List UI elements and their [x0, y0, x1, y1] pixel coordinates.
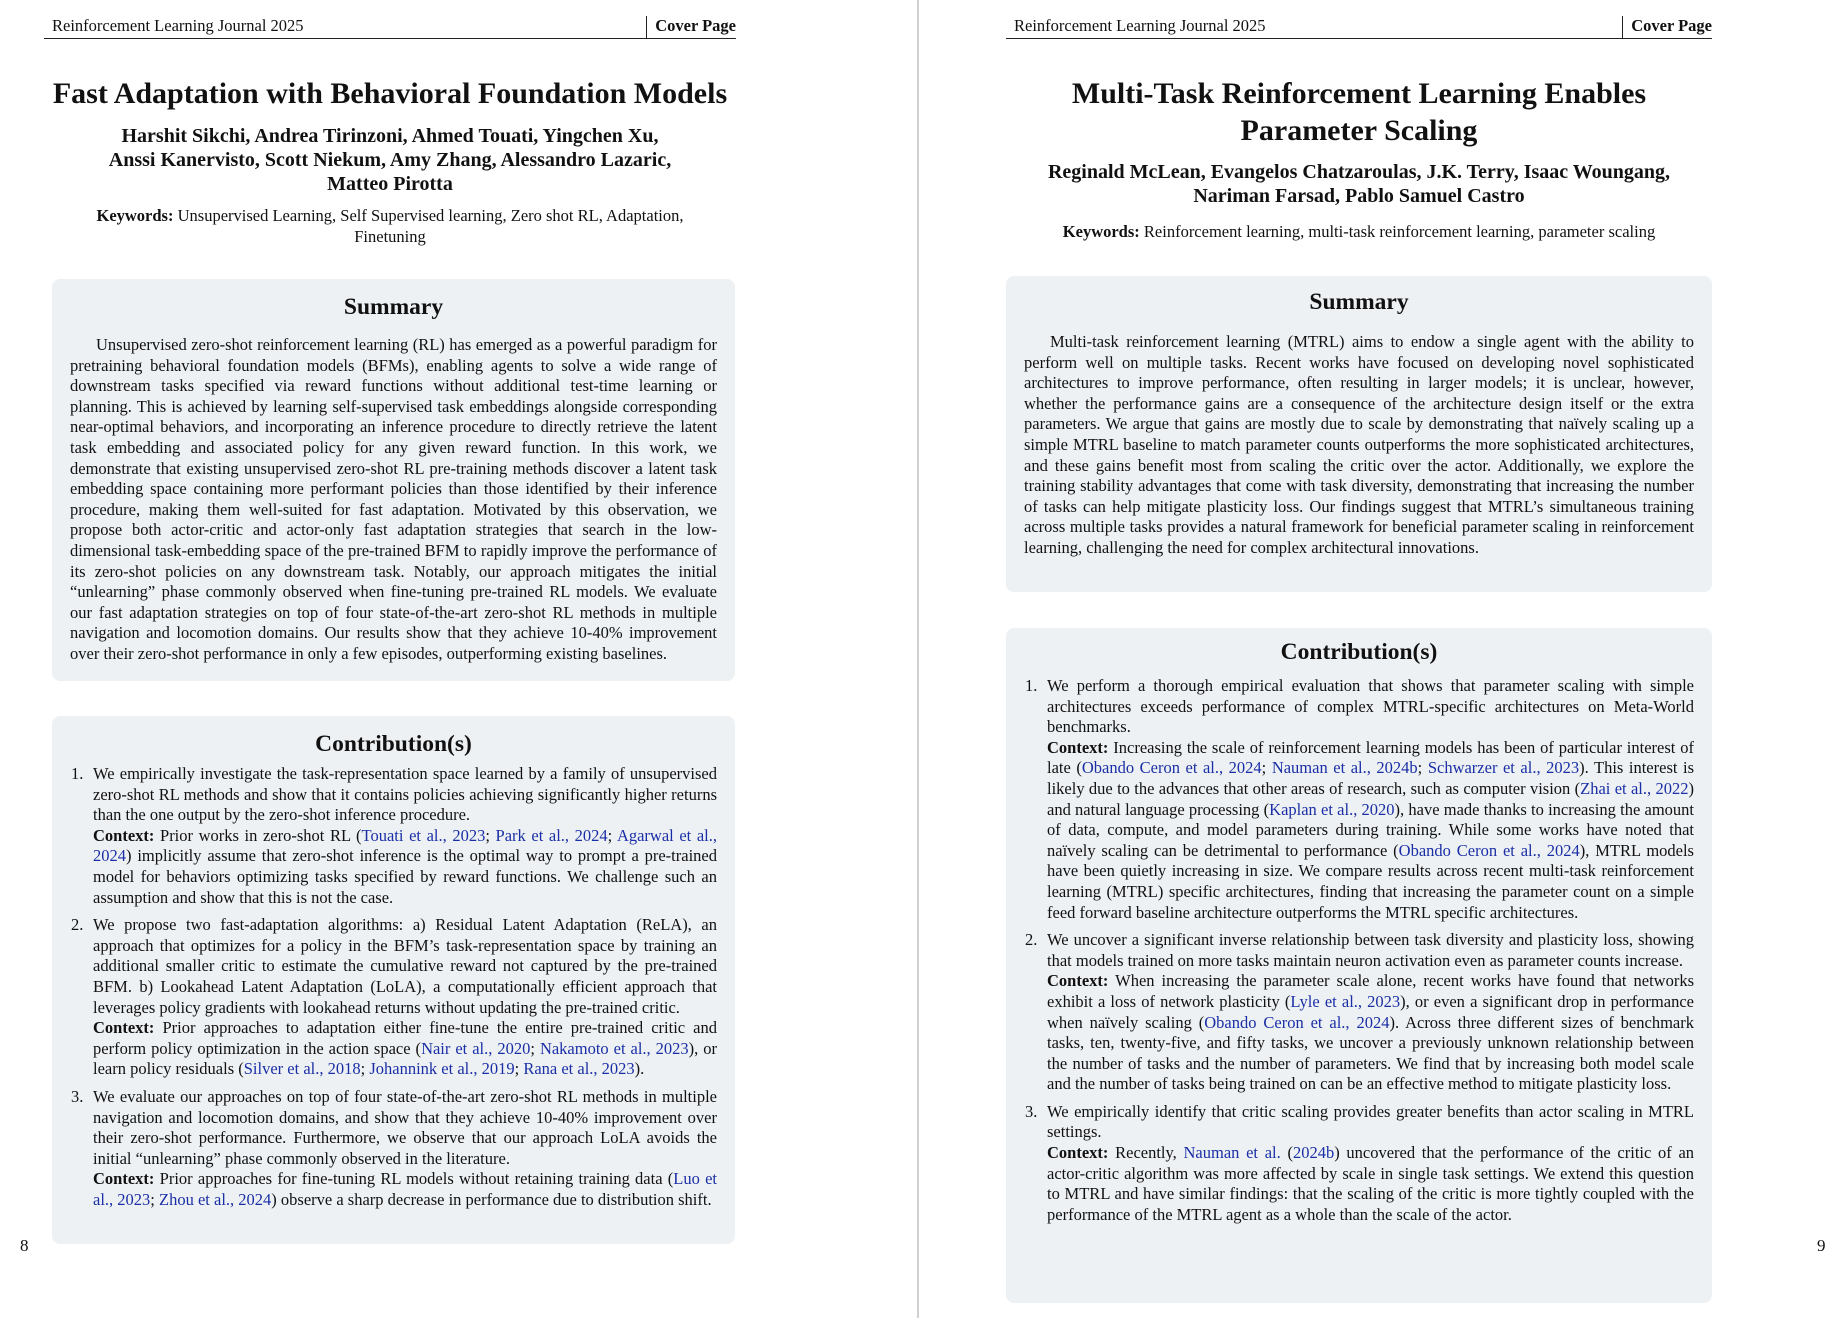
contributions-box: [1006, 628, 1712, 1303]
contribution-context: [93, 1169, 717, 1210]
contribution-item: [71, 1087, 717, 1211]
context-text: When increasing the parameter scale alone, recent works have found that networks exhibit a loss of network plasticity (: [1047, 971, 1695, 1011]
contribution-text: We perform a thorough empirical evaluation that shows that parameter scaling with simple architectures exceeds performance of complex MTRL-specific architectures on Meta-World benchmarks.: [1047, 676, 1694, 737]
paper-title: Fast Adaptation with Behavioral Foundation Models: [52, 77, 728, 110]
citation-link[interactable]: Johannink et al., 2019: [369, 1059, 515, 1079]
page-number: 8: [20, 1236, 29, 1255]
context-label: Context:: [93, 1018, 155, 1038]
authors: [1006, 160, 1712, 208]
contribution-number: 3.: [1025, 1101, 1038, 1121]
contribution-text: We evaluate our approaches on top of four state-of-the-art zero-shot RL methods in multiple navigation and locomotion domains, and show that they achieve 10-40% improvement over their zero-shot performance. Furthermore, we observe that our approach LoLA avoids the initial “unlearning” phase commonly observed in the literature.: [93, 1086, 717, 1168]
citation-link[interactable]: Agarwal et al., 2024: [93, 825, 718, 866]
context-label: Context:: [93, 825, 155, 845]
paper-title: [1006, 75, 1712, 149]
citation-link[interactable]: Rana et al., 2023: [523, 1059, 635, 1079]
contribution-item: [1025, 930, 1694, 1095]
summary-text: Multi-task reinforcement learning (MTRL) aims to endow a single agent with the ability to perform well on multiple tasks. Recent works have focused on developing novel sophisticated architectures to improve performance, often resulting in larger models; it is unclear, however, whether the performance gains are a consequence of the architecture design itself or the extra parameters. We argue that gains are mostly due to scale by demonstrating that naïvely scaling up a simple MTRL baseline to match parameter counts outperforms the more sophisticated architectures, and these gains benefit most from scaling the critic over the actor. Additionally, we explore the training stability advantages that come with task diversity, demonstrating that increasing the number of tasks can help mitigate plasticity loss. Our findings suggest that MTRL’s simultaneous training across multiple tasks provides a natural framework for beneficial parameter scaling in reinforcement learning, challenging the need for complex architectural innovations.: [1024, 332, 1694, 557]
context-text: Prior approaches for fine-tuning RL models without retaining training data (: [159, 1169, 674, 1189]
authors-line: Nariman Farsad, Pablo Samuel Castro: [1193, 185, 1525, 207]
context-text: Recently,: [1115, 1143, 1184, 1163]
context-text: ) uncovered that the performance of the critic of an actor-critic algorithm was more affected by scale in single task settings. We extend this question to MTRL and have similar findings: that the scaling of the critic is more tightly coupled with the performance of the MTRL agent as a whole than the scale of the actor.: [1047, 1143, 1695, 1224]
keywords: [80, 205, 700, 247]
contributions-heading: Contribution(s): [315, 731, 472, 757]
authors-line: Anssi Kanervisto, Scott Niekum, Amy Zhang, Alessandro Lazaric,: [108, 149, 672, 171]
citation-link[interactable]: Silver et al., 2018: [243, 1059, 361, 1079]
contribution-number: 3.: [71, 1086, 84, 1106]
citation-link[interactable]: Zhai et al., 2022: [1580, 778, 1689, 798]
contribution-item: [71, 915, 717, 1080]
contribution-item: [71, 764, 717, 908]
contribution-text: We uncover a significant inverse relationship between task diversity and plasticity loss, showing that models trained on more tasks maintain neuron activation even as parameter counts increase.: [1047, 930, 1694, 970]
authors-line: Matteo Pirotta: [327, 173, 453, 195]
context-text: ;: [607, 825, 617, 845]
journal-name: Reinforcement Learning Journal 2025: [1014, 16, 1266, 35]
contribution-number: 1.: [71, 764, 84, 783]
context-text: ). Across three different sizes of benchmark tasks, ten, twenty-five, and fifty tasks, we uncover a previously unknown relationship between the number of tasks and the number of parameters. We find that by increasing both model scale and the number of tasks being trained on can be an effective method to mitigate plasticity loss.: [1047, 1012, 1694, 1094]
contributions-heading: Contribution(s): [1280, 639, 1438, 665]
authors-line: Reginald McLean, Evangelos Chatzaroulas, J.K. Terry, Isaac Woungang,: [1047, 161, 1671, 183]
citation-link[interactable]: Nair et al., 2020: [421, 1038, 531, 1058]
contribution-item: [1025, 1102, 1694, 1226]
contributions-box: [52, 716, 735, 1244]
context-label: Context:: [1047, 1143, 1109, 1163]
citation-link[interactable]: Park et al., 2024: [495, 825, 608, 845]
context-text: ), have made thanks to increasing the amount of data, compute, and model parameters during training. While some works have noted that naïvely scaling can be detrimental to performance (: [1047, 799, 1694, 860]
citation-link[interactable]: Nauman et al.: [1183, 1143, 1281, 1163]
contribution-number: 2.: [71, 915, 84, 935]
contribution-context: [93, 826, 717, 908]
journal-name: Reinforcement Learning Journal 2025: [52, 16, 304, 35]
context-text: ;: [150, 1189, 160, 1209]
keywords: [1006, 221, 1712, 242]
context-text: ), or even a significant drop in performance when naïvely scaling (: [1047, 991, 1694, 1032]
context-text: ).: [634, 1059, 645, 1079]
context-label: Context:: [1047, 737, 1109, 757]
context-text: ;: [360, 1059, 370, 1079]
context-text: Prior approaches to adaptation either fine-tune the entire pre-trained critic and perform policy optimization in the action space (: [93, 1018, 717, 1058]
context-text: ), MTRL models have been quietly increasing in size. We compare results across recent multi-task reinforcement learning (MTRL) specific architectures, finding that increasing the parameter count on a simple feed forward baseline architecture outperforms the MTRL specific architectures.: [1047, 840, 1694, 922]
keywords-label: Keywords:: [1062, 222, 1140, 241]
contribution-number: 1.: [1025, 676, 1038, 695]
contribution-item: [1025, 676, 1694, 923]
context-label: Context:: [1047, 971, 1109, 991]
contribution-text: We propose two fast-adaptation algorithms: a) Residual Latent Adaptation (ReLA), an approach that optimizes for a policy in the BFM’s task-representation space by training an additional smaller critic to estimate the cumulative reward not captured by the pre-trained BFM. b) Lookahead Latent Adaptation (LoLA), a computationally efficient approach that leverages policy gradients with lookahead returns without updating the pre-trained critic.: [93, 915, 717, 1017]
page-number: 9: [1817, 1236, 1826, 1255]
context-label: Context:: [93, 1169, 155, 1189]
context-text: ;: [1261, 758, 1272, 778]
citation-link[interactable]: Nauman et al., 2024b: [1271, 758, 1418, 778]
context-text: ;: [485, 825, 496, 845]
context-text: ). This interest is likely due to the advances that other areas of research, such as computer vision (: [1047, 758, 1694, 798]
context-text: ) observe a sharp decrease in performance due to distribution shift.: [271, 1189, 712, 1209]
context-text: ;: [1417, 758, 1428, 778]
contributions-list: [71, 764, 717, 1210]
citation-link[interactable]: Obando Ceron et al., 2024: [1081, 758, 1262, 778]
cover-page-label: Cover Page: [646, 16, 736, 38]
page-right: [919, 0, 1836, 1318]
contribution-context: [1047, 971, 1694, 1095]
citation-link[interactable]: Lyle et al., 2023: [1290, 991, 1401, 1011]
citation-link[interactable]: Nakamoto et al., 2023: [539, 1038, 689, 1058]
citation-link[interactable]: Zhou et al., 2024: [159, 1189, 272, 1209]
contribution-text: We empirically investigate the task-representation space learned by a family of unsupervised zero-shot RL methods and show that it contains policies achieving significantly higher returns than the one output by the zero-shot inference procedure.: [93, 764, 717, 825]
citation-link[interactable]: Touati et al., 2023: [361, 825, 486, 845]
summary-box: [52, 279, 735, 681]
context-text: ) and natural language processing (: [1047, 778, 1694, 819]
running-header: [1006, 16, 1712, 39]
keywords-text: Reinforcement learning, multi-task reinforcement learning, parameter scaling: [1143, 222, 1656, 241]
context-text: Prior works in zero-shot RL (: [160, 825, 362, 845]
page-left: [0, 0, 917, 1318]
title-line: Multi-Task Reinforcement Learning Enables: [1071, 77, 1647, 110]
contribution-context: [93, 1018, 717, 1080]
title-line: Parameter Scaling: [1240, 114, 1478, 147]
contribution-context: [1047, 738, 1694, 923]
citation-link[interactable]: 2024b: [1292, 1143, 1335, 1163]
keywords-label: Keywords:: [96, 206, 174, 225]
contribution-text: We empirically identify that critic scaling provides greater benefits than actor scaling in MTRL settings.: [1047, 1101, 1694, 1142]
authors: [44, 124, 736, 196]
authors-line: Harshit Sikchi, Andrea Tirinzoni, Ahmed Touati, Yingchen Xu,: [121, 125, 659, 147]
summary-text: Unsupervised zero-shot reinforcement learning (RL) has emerged as a powerful paradigm for pretraining behavioral foundation models (BFMs), enabling agents to solve a wide range of downstream tasks specified via reward functions without additional test-time learning or planning. This is achieved by learning self-supervised task embeddings alongside corresponding near-optimal behaviors, and incorporating an inference procedure to directly retrieve the latent task embedding and associated policy for any given reward function. In this work, we demonstrate that existing unsupervised zero-shot RL pre-training methods discover a latent task embedding space containing more performant policies than those identified by their inference procedure, making them well-suited for fast adaptation. Motivated by this observation, we propose both actor-critic and actor-only fast adaptation strategies that search in the low-dimensional task-embedding space of the pre-trained BFM to rapidly improve the performance of its zero-shot policies on any downstream task. Notably, our approach mitigates the initial “unlearning” phase commonly observed when fine-tuning pre-trained RL models. We evaluate our fast adaptation strategies on top of four state-of-the-art zero-shot RL methods in multiple navigation and locomotion domains. Our results show that they achieve 10-40% improvement over their zero-shot performance in only a few episodes, outperforming existing baselines.: [70, 335, 717, 663]
citation-link[interactable]: Schwarzer et al., 2023: [1427, 758, 1580, 778]
cover-page-label: Cover Page: [1622, 16, 1712, 38]
summary-box: [1006, 276, 1712, 592]
context-text: ), or learn policy residuals (: [93, 1038, 717, 1079]
keywords-text: Unsupervised Learning, Self Supervised learning, Zero shot RL, Adaptation, Finetuning: [177, 206, 684, 246]
citation-link[interactable]: Kaplan et al., 2020: [1269, 799, 1395, 819]
context-text: ;: [530, 1038, 540, 1058]
citation-link[interactable]: Obando Ceron et al., 2024: [1398, 840, 1580, 860]
summary-heading: Summary: [343, 294, 444, 320]
citation-link[interactable]: Obando Ceron et al., 2024: [1204, 1012, 1390, 1032]
citation-link[interactable]: Luo et al., 2023: [93, 1169, 718, 1209]
context-text: ) implicitly assume that zero-shot inference is the optimal way to prompt a pre-trained model for behaviors optimizing tasks specified by reward functions. We challenge such an assumption and show that this is not the case.: [93, 846, 717, 907]
contribution-number: 2.: [1025, 930, 1038, 950]
context-text: Increasing the scale of reinforcement learning models has been of particular interest of late (: [1047, 737, 1694, 778]
context-text: (: [1280, 1143, 1293, 1163]
contributions-list: [1025, 676, 1694, 1225]
running-header: [44, 16, 736, 39]
summary-heading: Summary: [1309, 289, 1409, 315]
contribution-context: [1047, 1143, 1694, 1225]
context-text: ;: [514, 1059, 524, 1079]
